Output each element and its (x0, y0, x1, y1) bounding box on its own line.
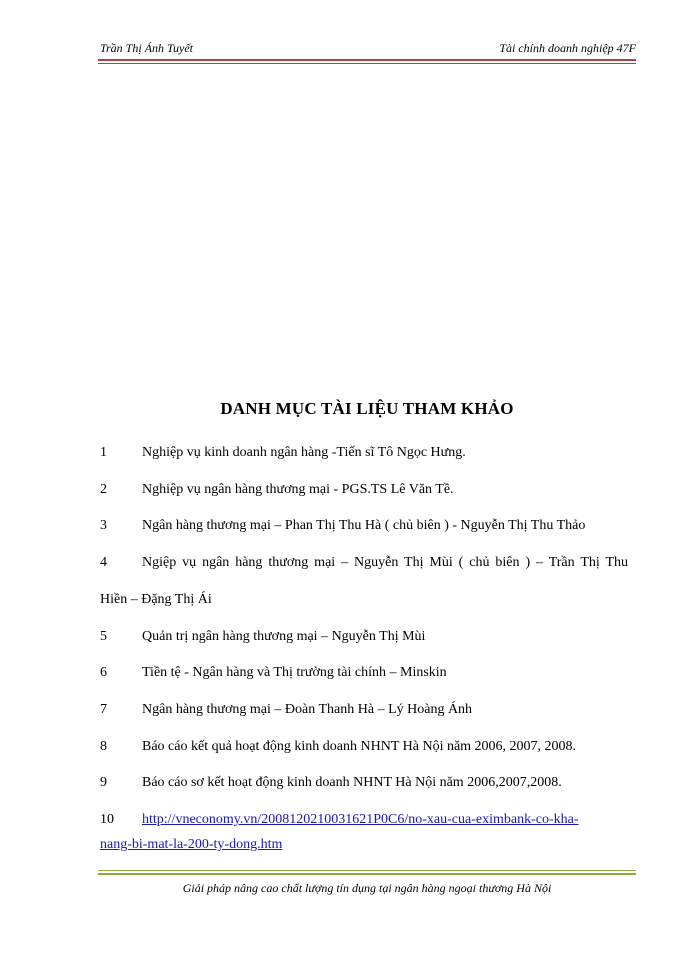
reference-text: Báo cáo kết quả hoạt động kinh doanh NHNT Hà Nội năm 2006, 2007, 2008. (142, 739, 577, 754)
footer-divider (98, 870, 636, 875)
reference-text: Báo cáo sơ kết hoạt động kinh doanh NHNT Hà Nội năm 2006,2007,2008. (142, 775, 562, 790)
reference-text: Nghiệp vụ kinh doanh ngân hàng -Tiến sĩ Tô Ngọc Hưng. (142, 445, 466, 460)
reference-number: 9 (100, 775, 107, 790)
reference-number: 2 (100, 482, 107, 497)
page-header (98, 38, 636, 58)
page-footer: Giải pháp nâng cao chất lượng tín dụng tại ngân hàng ngoại thương Hà Nội (182, 881, 552, 895)
reference-number: 4 (100, 555, 107, 570)
reference-number: 8 (100, 739, 107, 754)
header-divider (98, 59, 636, 64)
reference-text: Tiền tệ - Ngân hàng và Thị trường tài chính – Minskin (142, 665, 447, 680)
header-author: Trần Thị Ánh Tuyết (100, 41, 194, 55)
reference-link-continuation[interactable]: nang-bi-mat-la-200-ty-dong.htm (100, 837, 283, 852)
reference-text: Nghiệp vụ ngân hàng thương mại - PGS.TS Lê Văn Tề. (142, 482, 454, 497)
reference-text: Ngiệp vụ ngân hàng thương mại – Nguyễn Thị Mùi ( chủ biên ) – Trần Thị Thu (142, 555, 628, 570)
reference-number: 10 (100, 812, 114, 827)
reference-link[interactable]: http://vneconomy.vn/2008120210031621P0C6/no-xau-cua-eximbank-co-kha- (142, 812, 579, 827)
reference-number: 7 (100, 702, 107, 717)
reference-text: Ngân hàng thương mại – Phan Thị Thu Hà ( chủ biên ) - Nguyễn Thị Thu Thảo (142, 518, 586, 533)
reference-number: 6 (100, 665, 107, 680)
page-title: DANH MỤC TÀI LIỆU THAM KHẢO (220, 399, 514, 418)
reference-number: 5 (100, 629, 107, 644)
reference-continuation: Hiền – Đặng Thị Ái (100, 592, 212, 607)
reference-number: 3 (100, 518, 107, 533)
reference-number: 1 (100, 445, 107, 460)
header-course: Tài chính doanh nghiệp 47F (499, 41, 636, 55)
reference-text: Quản trị ngân hàng thương mại – Nguyễn Thị Mùi (142, 629, 426, 644)
reference-text: Ngân hàng thương mại – Đoàn Thanh Hà – Lý Hoàng Ánh (142, 702, 473, 717)
